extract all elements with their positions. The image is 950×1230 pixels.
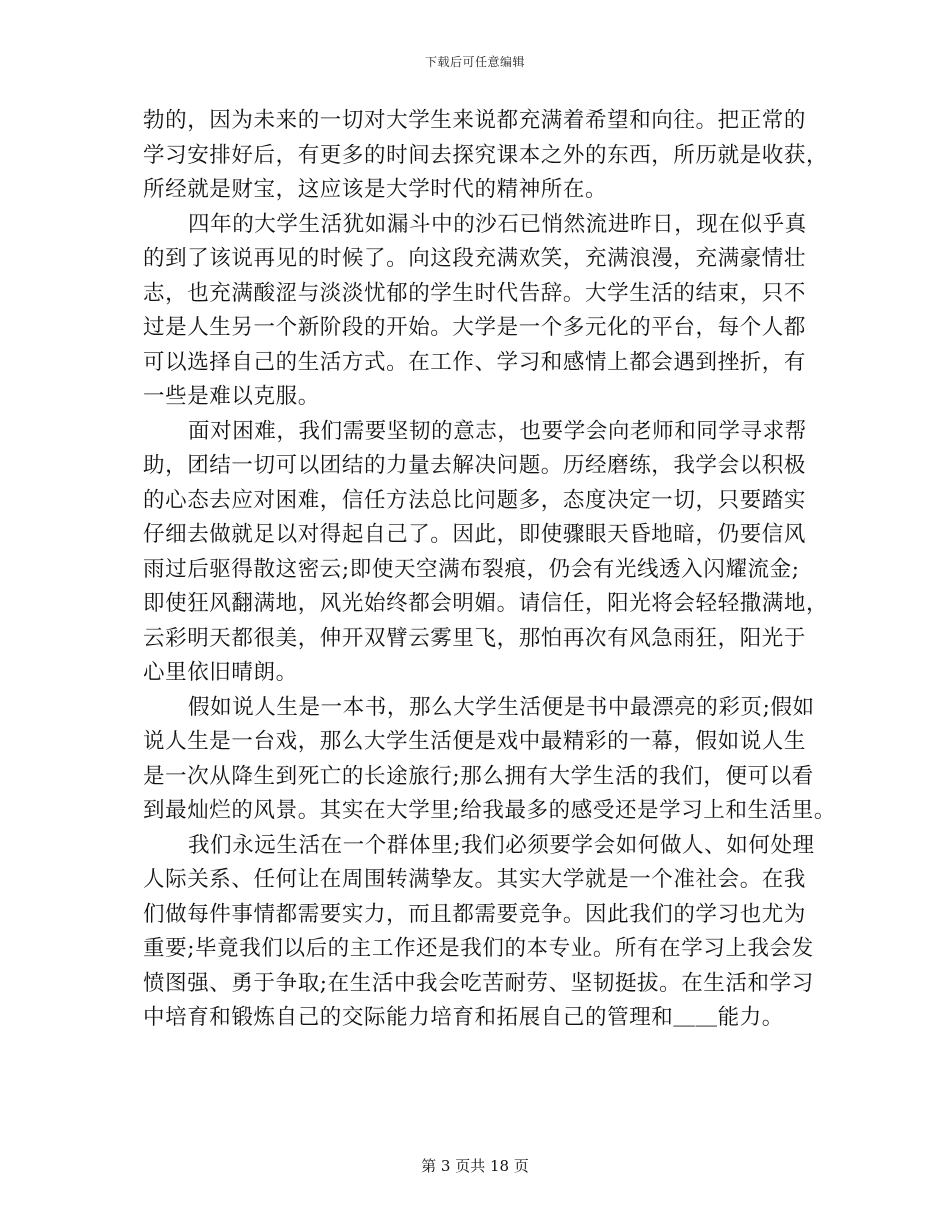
text-line: 即使狂风翻满地，风光始终都会明媚。请信任，阳光将会轻轻撒满地， [143,591,829,616]
text-line: 人际关系、任何让在周围转满挚友。其实大学就是一个准社会。在我 [143,867,807,892]
text-line: 志，也充满酸涩与淡淡忧郁的学生时代告辞。大学生活的结束，只不 [143,280,807,306]
page-header: 下载后可任意编辑 [424,55,525,69]
text-line: 雨过后驱得散这密云;即使天空满布裂痕，仍会有光线透入闪耀流金; [143,556,800,582]
text-line: 我们永远生活在一个群体里;我们必须要学会如何做人、如何处理 [188,832,815,858]
text-line: 仔细去做就足以对得起自己了。因此，即使骤眼天昏地暗，仍要信风 [143,522,807,547]
text-line: 的心态去应对困难，信任方法总比问题多，态度决定一切，只要踏实 [143,487,807,513]
text-line: 面对困难，我们需要坚韧的意志，也要学会向老师和同学寻求帮 [188,418,807,444]
text-line: 过是人生另一个新阶段的开始。大学是一个多元化的平台，每个人都 [143,315,807,340]
text-line: 四年的大学生活犹如漏斗中的沙石已悄然流进昨日，现在似乎真 [188,211,807,237]
document-body [143,104,836,1036]
text-line: 说人生是一台戏，那么大学生活便是戏中最精彩的一幕，假如说人生 [143,729,807,754]
text-line: 的到了该说再见的时候了。向这段充满欢笑，充满浪漫，充满豪情壮 [143,246,807,271]
text-line: 愤图强、勇于争取;在生活中我会吃苦耐劳、坚韧挺拔。在生活和学习 [143,970,814,996]
text-line: 到最灿烂的风景。其实在大学里;给我最多的感受还是学习上和生活里。 [143,798,836,823]
text-line: 云彩明天都很美，伸开双臂云雾里飞，那怕再次有风急雨狂，阳光于 [143,625,807,651]
text-line: 一些是难以克服。 [143,384,320,409]
text-line: 假如说人生是一本书，那么大学生活便是书中最漂亮的彩页;假如 [188,694,815,720]
text-line: 勃的，因为未来的一切对大学生来说都充满着希望和向往。把正常的 [143,108,807,133]
text-line: 学习安排好后，有更多的时间去探究课本之外的东西，所历就是收获， [143,142,829,168]
text-line: 们做每件事情都需要实力，而且都需要竞争。因此我们的学习也尤为 [143,901,807,927]
page-footer: 第 3 页共 18 页 [421,1157,529,1175]
text-line: 心里依旧晴朗。 [143,660,298,685]
text-line: 中培育和锻炼自己的交际能力培育和拓展自己的管理和＿＿能力。 [143,1005,784,1030]
text-line: 可以选择自己的生活方式。在工作、学习和感情上都会遇到挫折，有 [143,349,807,375]
text-line: 所经就是财宝，这应该是大学时代的精神所在。 [143,177,608,202]
text-line: 重要;毕竟我们以后的主工作还是我们的本专业。所有在学习上我会发 [143,936,814,961]
text-line: 助，团结一切可以团结的力量去解决问题。历经磨练，我学会以积极 [143,453,807,478]
text-line: 是一次从降生到死亡的长途旅行;那么拥有大学生活的我们，便可以看 [143,763,814,789]
